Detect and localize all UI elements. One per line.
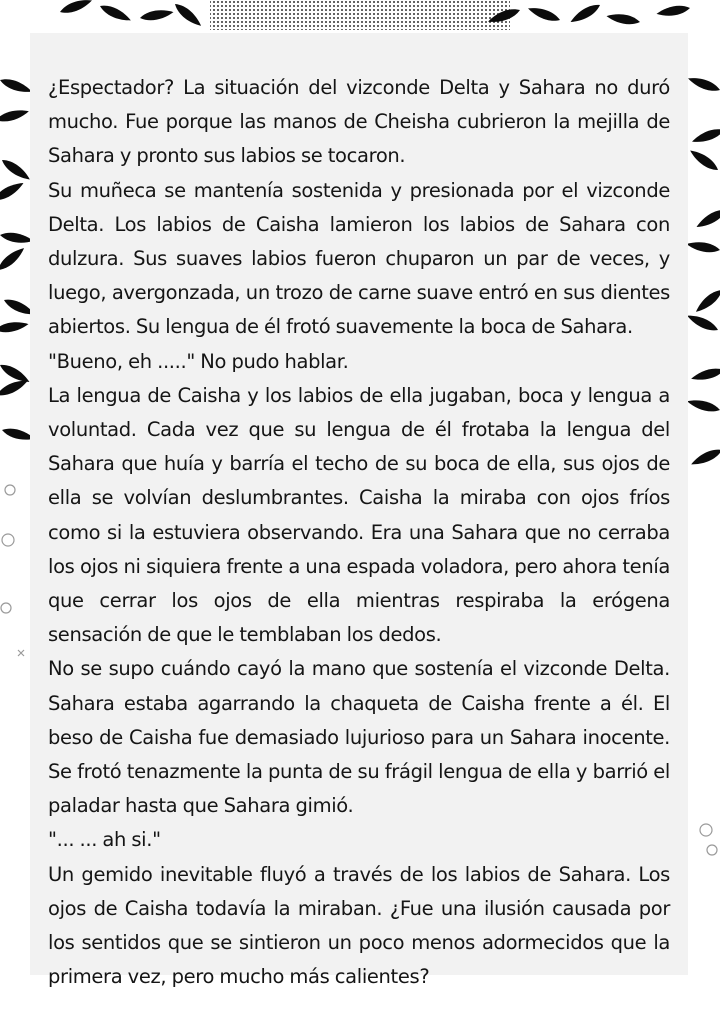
paragraph-4: La lengua de Caisha y los labios de ella jugaban, boca y lengua a voluntad. Cada vez que su lengua de él frotaba la lengua del Sahara que huía y barría el techo de su boca de ella, sus ojos de ella se volvían deslumbrantes. Caisha la miraba con ojos fríos como si la estuviera observando. Era una Sahara que no cerraba los ojos ni siquiera frente a una espada voladora, pero ahora tenía que cerrar los ojos de ella mientras respiraba la erógena sensación de que le temblaban los dedos. xyxy=(48,383,670,647)
paragraph-1: ¿Espectador? La situación del vizconde Delta y Sahara no duró mucho. Fue porque las manos de Cheisha cubrieron la mejilla de Sahara y pronto sus labios se tocaron. xyxy=(48,76,670,168)
right-leaves xyxy=(685,74,720,468)
paragraph-6: "... ... ah si." xyxy=(48,828,161,852)
paragraph-5: No se supo cuándo cayó la mano que sostenía el vizconde Delta. Sahara estaba agarrando la chaqueta de Caisha frente a él. El beso de Caisha fue demasiado lujurioso para un Sahara inocente. Se frotó tenazmente la punta de su frágil lengua de ella y barrió el paladar hasta que Sahara gimió. xyxy=(48,657,670,818)
halftone-band xyxy=(210,0,510,30)
paragraph-3: "Bueno, eh ....." No pudo hablar. xyxy=(48,349,349,373)
paragraph-2: Su muñeca se mantenía sostenida y presionada por el vizconde Delta. Los labios de Caisha lamieron los labios de Sahara con dulzura. Sus suaves labios fueron chuparon un par de veces, y luego, avergonzada, un trozo de carne suave entró en sus dientes abiertos. Su lengua de él frotó suavemente la boca de Sahara. xyxy=(48,178,670,339)
paragraph-7: Un gemido inevitable fluyó a través de los labios de Sahara. Los ojos de Caisha todavía la miraban. ¿Fue una ilusión causada por los sentidos que se sintieron un poco menos adormecidos que la primera vez, pero mucho más calientes? xyxy=(48,862,670,989)
text-panel xyxy=(30,33,688,989)
